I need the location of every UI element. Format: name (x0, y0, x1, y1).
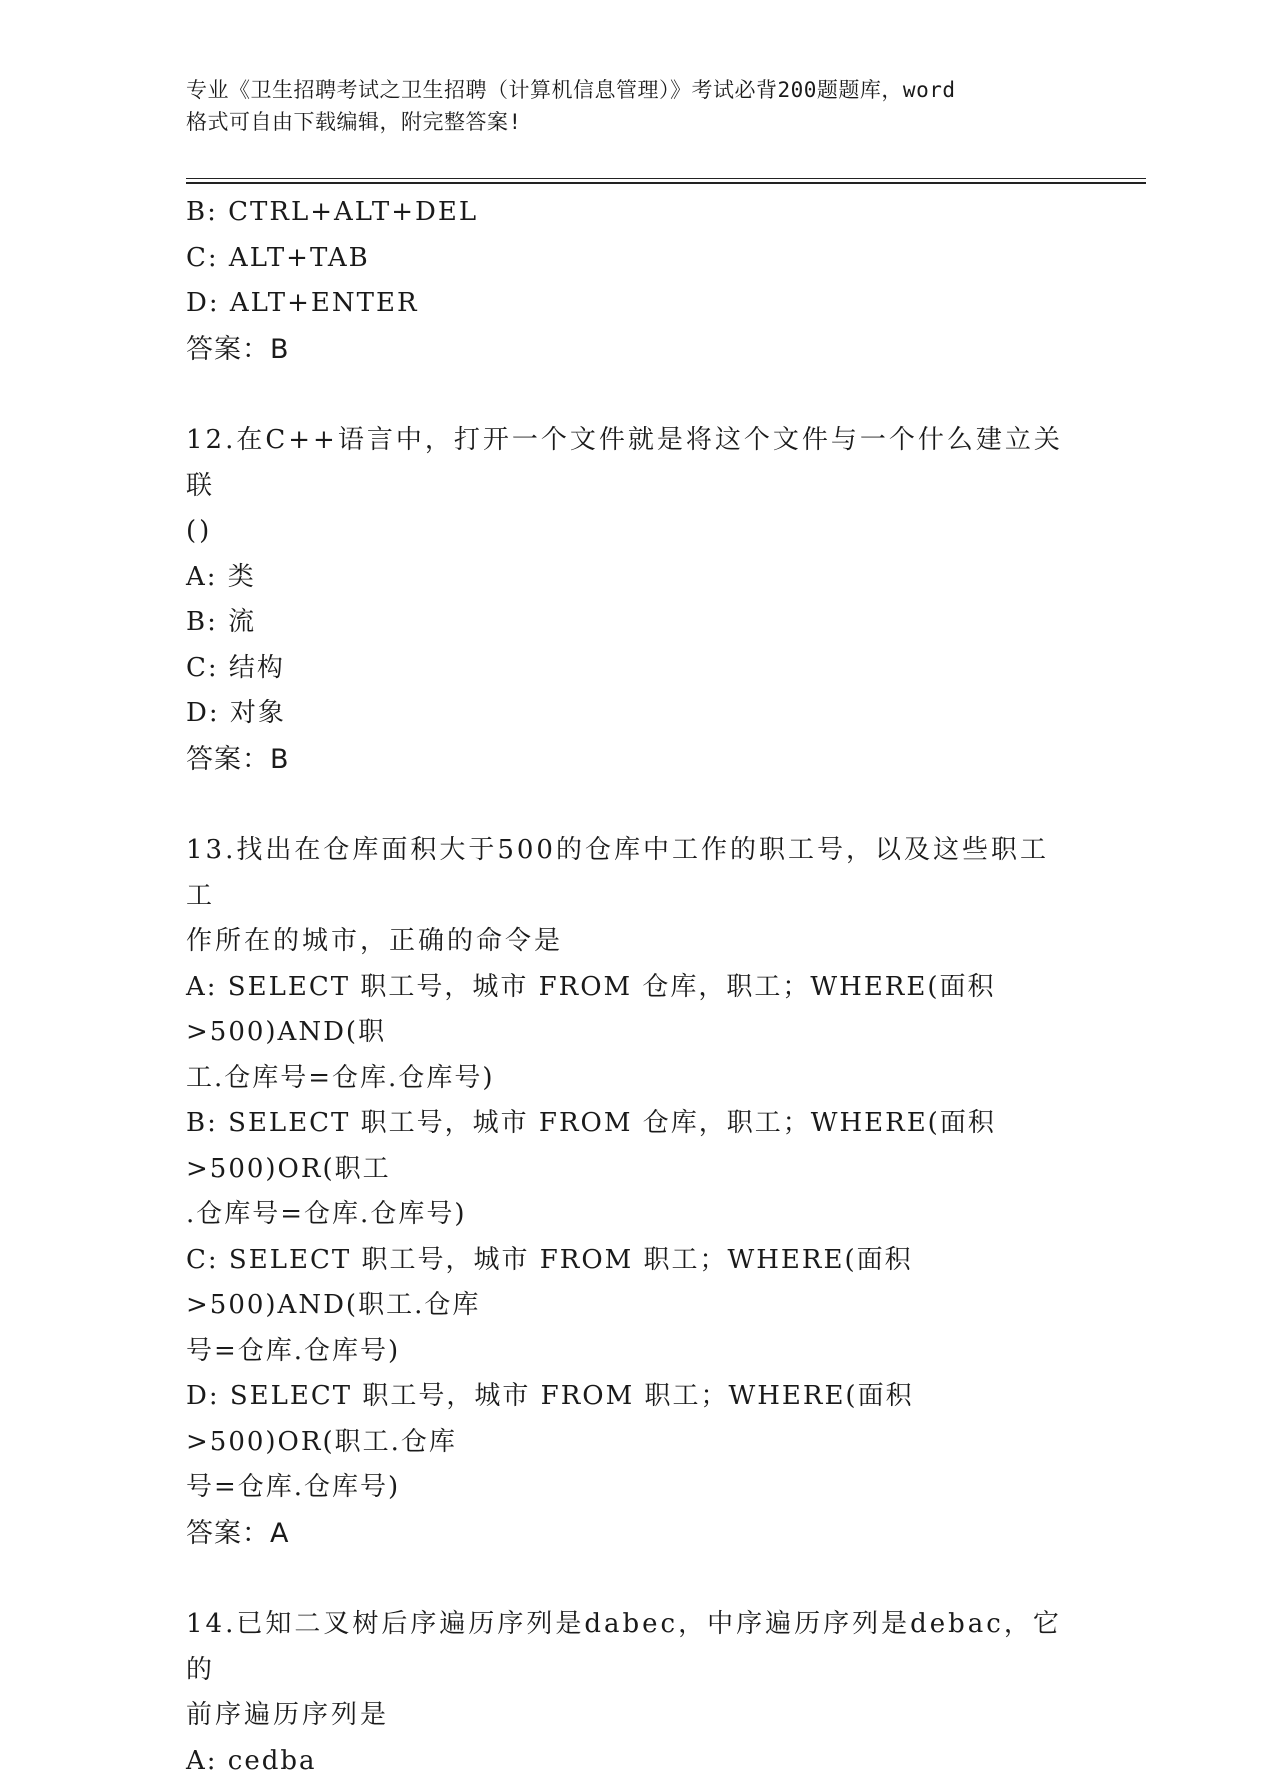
option-a-line-1: A: SELECT 职工号，城市 FROM 仓库，职工；WHERE(面积>500)AND(职 (186, 965, 1086, 1056)
question-14 (186, 1602, 1086, 1784)
question-13 (186, 828, 1086, 1556)
answer-label: 答案：B (186, 327, 1086, 373)
option-c: C: 结构 (186, 646, 1086, 692)
option-a-line-2: 工.仓库号=仓库.仓库号) (186, 1056, 1086, 1102)
option-d-line-2: 号=仓库.仓库号) (186, 1465, 1086, 1511)
option-b: B: CTRL+ALT+DEL (186, 190, 1086, 236)
option-d: D: 对象 (186, 691, 1086, 737)
header-divider-thin (186, 178, 1146, 179)
option-a: A: 类 (186, 555, 1086, 601)
question-stem-line-1: 12.在C++语言中，打开一个文件就是将这个文件与一个什么建立关联 (186, 418, 1066, 509)
header-divider-thick (186, 182, 1146, 184)
option-d-line-1: D: SELECT 职工号，城市 FROM 职工；WHERE(面积>500)OR(职工.仓库 (186, 1374, 1086, 1465)
question-stem-line-2: () (186, 509, 1066, 555)
answer-label: 答案：B (186, 737, 1086, 783)
question-11 (186, 190, 1086, 372)
option-b-line-1: B: SELECT 职工号，城市 FROM 仓库，职工；WHERE(面积>500)OR(职工 (186, 1101, 1086, 1192)
answer-label: 答案：A (186, 1511, 1086, 1557)
option-c-line-1: C: SELECT 职工号，城市 FROM 职工；WHERE(面积>500)AND(职工.仓库 (186, 1238, 1086, 1329)
document-header (186, 74, 1086, 138)
option-c-line-2: 号=仓库.仓库号) (186, 1329, 1086, 1375)
question-12 (186, 418, 1086, 782)
question-stem-line-1: 13.找出在仓库面积大于500的仓库中工作的职工号，以及这些职工工 (186, 828, 1066, 919)
option-b: B: 流 (186, 600, 1086, 646)
question-stem-line-1: 14.已知二叉树后序遍历序列是dabec，中序遍历序列是debac，它的 (186, 1602, 1066, 1693)
header-title-line-2: 格式可自由下载编辑，附完整答案! (186, 106, 1086, 138)
option-d: D: ALT+ENTER (186, 281, 1086, 327)
option-b-line-2: .仓库号=仓库.仓库号) (186, 1192, 1086, 1238)
option-c: C: ALT+TAB (186, 236, 1086, 282)
header-title-line-1: 专业《卫生招聘考试之卫生招聘（计算机信息管理）》考试必背200题题库，word (186, 74, 1086, 106)
option-a: A: cedba (186, 1739, 1086, 1784)
question-list (186, 190, 1086, 1784)
question-stem-line-2: 前序遍历序列是 (186, 1693, 1066, 1739)
question-stem-line-2: 作所在的城市，正确的命令是 (186, 919, 1066, 965)
